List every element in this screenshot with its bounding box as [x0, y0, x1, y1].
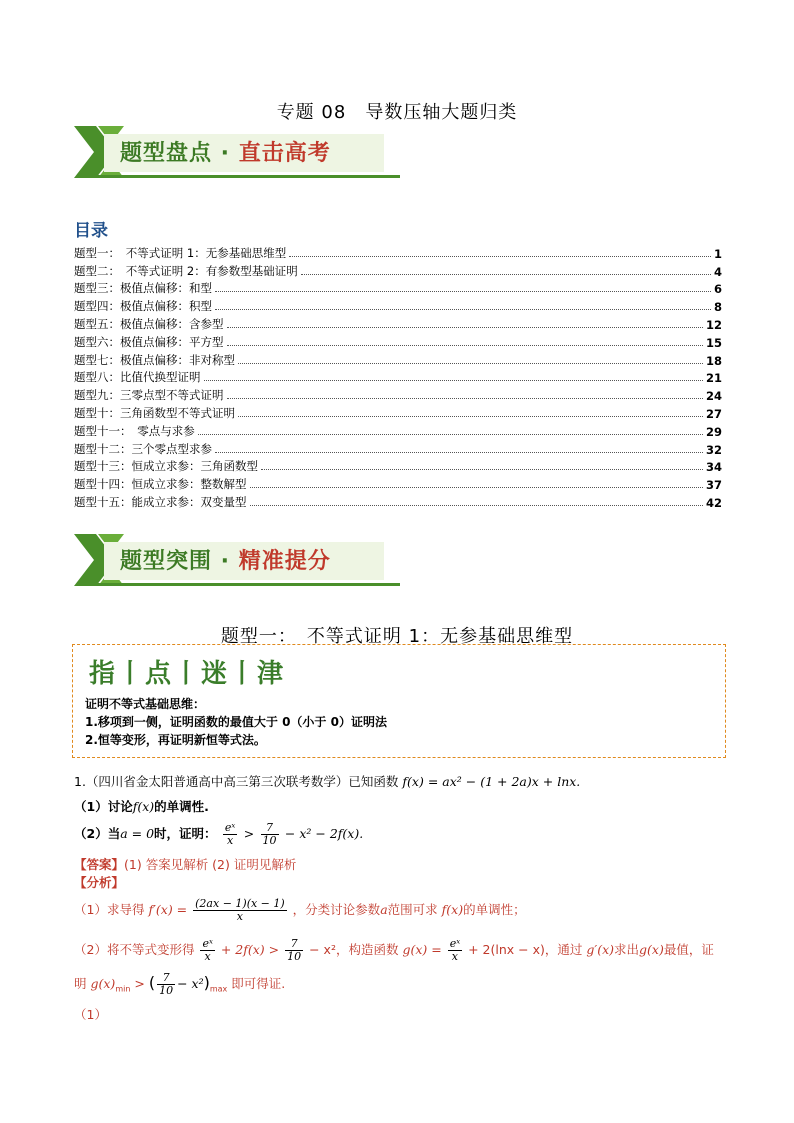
toc-item[interactable]: 题型一： 不等式证明 1：无参基础思维型 1: [74, 245, 722, 261]
toc-item[interactable]: 题型四：极值点偏移：积型 8: [74, 299, 722, 315]
toc-item[interactable]: 题型五：极值点偏移：含参型 12: [74, 316, 722, 332]
answer-text: (1) 答案见解析 (2) 证明见解析: [124, 857, 297, 872]
toc-item[interactable]: 题型十一： 零点与求参 29: [74, 423, 722, 439]
toc-list: [74, 243, 722, 510]
answer-line: [74, 855, 296, 873]
problem-part-1: （1）讨论f(x)的单调性.: [74, 799, 209, 814]
banner-breakthrough-text: 题型突围 ·: [120, 549, 239, 574]
analysis-part-1: （1）求导得 f′(x) = $\frac{(2ax - 1)(x - 1)}{x}$ ，分类讨论参数a范围可求 f(x)的单调性；: [74, 897, 526, 923]
toc-item[interactable]: 题型十：三角函数型不等式证明 27: [74, 405, 722, 421]
banner-overview: [74, 126, 400, 178]
analysis-part-2: （2）将不等式变形得 $\frac{\text{eˣ}}{x}$ + 2f(x) > $\frac{7}{10}$ − x²，构造函数 g(x) = $\frac{\text{eˣ}}{x}$ + 2(lnx − x)，通过 g′(x)求出g(x)最值，证: [74, 937, 714, 963]
analysis-part-3: 明 $g(x)_{min}$ > ( $\frac{7}{10}$ − $x^2)_{max}$ 即可得证.: [74, 971, 286, 997]
analysis-label: 【分析】: [74, 875, 125, 890]
toc-item[interactable]: 题型二： 不等式证明 2：有参数型基础证明 4: [74, 263, 722, 279]
toc-item[interactable]: 题型六：极值点偏移：平方型 15: [74, 334, 722, 350]
toc-item[interactable]: 题型十三：恒成立求参：三角函数型 34: [74, 459, 722, 475]
answer-label: 【答案】: [74, 857, 125, 872]
toc-item[interactable]: 题型十四：恒成立求参：整数解型 37: [74, 477, 722, 493]
banner-overview-text: 题型盘点 ·: [120, 141, 239, 166]
problem-statement: [74, 772, 580, 790]
analysis-part-4: （1）: [74, 1007, 107, 1022]
banner-breakthrough: [74, 534, 400, 586]
toc-item[interactable]: 题型十二：三个零点型求参 32: [74, 441, 722, 457]
tip-heading: 指丨点丨迷丨津: [89, 659, 286, 689]
analysis-label-line: [74, 873, 124, 891]
banner-overview-highlight: 直击高考: [238, 141, 331, 166]
tip-line: 2.恒等变形，再证明新恒等式法。: [85, 733, 266, 747]
problem-function: f(x) = ax² − (1 + 2a)x + lnx.: [402, 774, 581, 789]
problem-source: 1.（四川省金太阳普通高中高三第三次联考数学）已知函数: [74, 774, 399, 789]
tip-line: 证明不等式基础思维：: [85, 697, 206, 711]
section-title: 题型一： 不等式证明 1：无参基础思维型: [220, 626, 574, 647]
toc-title: 目录: [74, 221, 108, 241]
tip-box: [72, 644, 726, 758]
problem-part-2: （2）当a = 0时，证明： $\frac{\text{eˣ}}{x}$ > $\frac{7}{10}$ − x² − 2f(x).: [74, 821, 364, 847]
toc-item[interactable]: 题型十五：能成立求参：双变量型 42: [74, 494, 722, 510]
banner-breakthrough-highlight: 精准提分: [238, 549, 331, 574]
page-title: 专题 08 导数压轴大题归类: [276, 102, 518, 123]
tip-line: 1.移项到一侧，证明函数的最值大于 0（小于 0）证明法: [85, 715, 387, 729]
toc-item[interactable]: 题型八：比值代换型证明 21: [74, 370, 722, 386]
toc-item[interactable]: 题型九：三零点型不等式证明 24: [74, 388, 722, 404]
toc-item[interactable]: 题型七：极值点偏移：非对称型 18: [74, 352, 722, 368]
toc-item[interactable]: 题型三：极值点偏移：和型 6: [74, 281, 722, 297]
